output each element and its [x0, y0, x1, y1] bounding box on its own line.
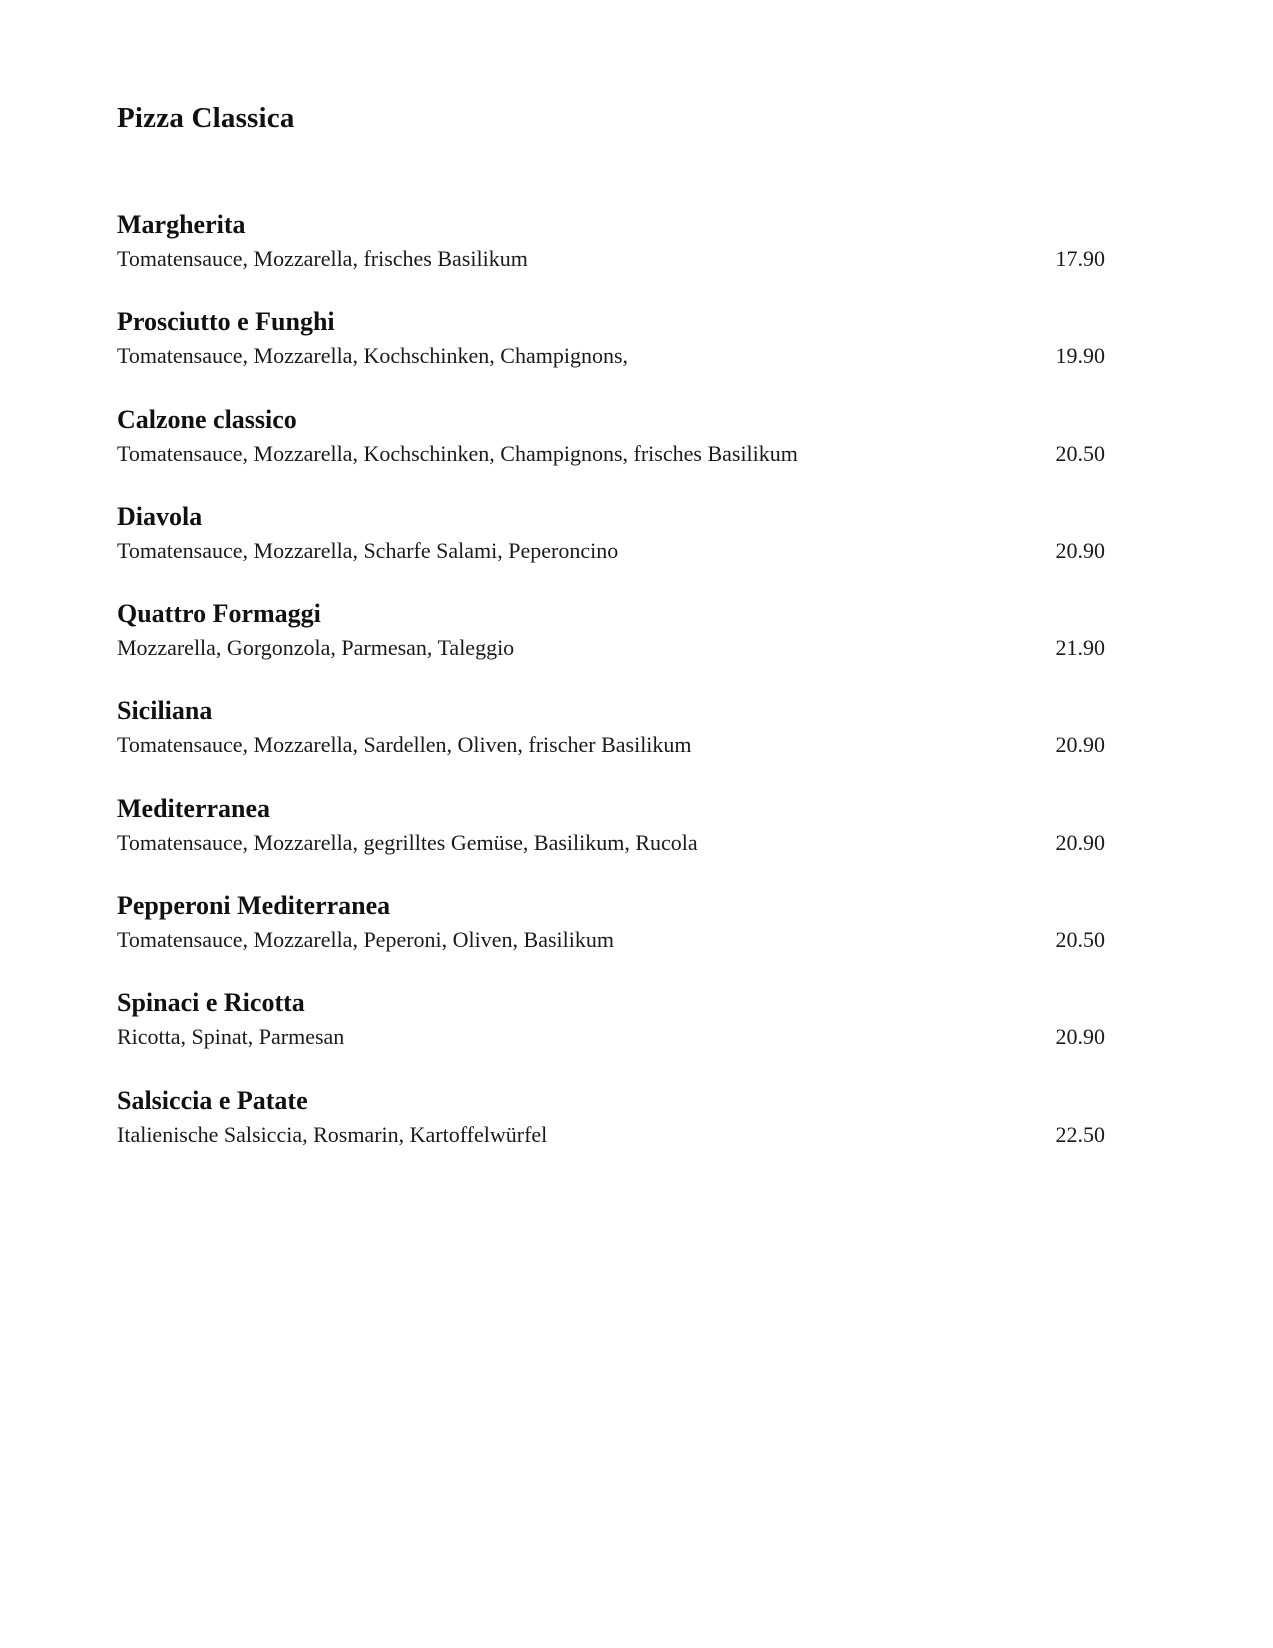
item-description: Tomatensauce, Mozzarella, gegrilltes Gemüse, Basilikum, Rucola	[117, 829, 698, 855]
item-description: Tomatensauce, Mozzarella, frisches Basilikum	[117, 246, 528, 271]
item-name: Spinaci e Ricotta	[117, 988, 305, 1018]
item-price: 20.90	[1055, 829, 1105, 855]
item-name: Siciliana	[117, 696, 213, 726]
item-description: Ricotta, Spinat, Parmesan	[117, 1024, 345, 1050]
item-name: Calzone classico	[117, 404, 297, 434]
item-price: 20.90	[1055, 537, 1105, 563]
item-description: Italienische Salsiccia, Rosmarin, Kartoffelwürfel	[117, 1121, 548, 1147]
item-name: Mediterranea	[117, 793, 271, 823]
item-name: Quattro Formaggi	[117, 599, 321, 629]
item-price: 20.90	[1055, 732, 1105, 758]
item-price: 22.50	[1055, 1121, 1105, 1147]
page-title: Pizza Classica	[117, 102, 295, 134]
item-description: Tomatensauce, Mozzarella, Kochschinken, Champignons, frisches Basilikum	[117, 440, 798, 466]
item-price: 20.50	[1055, 440, 1105, 466]
item-name: Prosciutto e Funghi	[117, 307, 335, 337]
menu-item	[117, 206, 1117, 303]
item-price: 20.90	[1055, 1024, 1105, 1050]
item-description: Tomatensauce, Mozzarella, Sardellen, Oliven, frischer Basilikum	[117, 732, 692, 758]
item-description: Tomatensauce, Mozzarella, Kochschinken, Champignons,	[117, 343, 629, 369]
item-price: 17.90	[1055, 246, 1105, 271]
menu-item	[117, 984, 1117, 1081]
item-price: 19.90	[1055, 343, 1105, 369]
menu-list	[117, 206, 1117, 1179]
menu-item	[117, 887, 1117, 984]
item-name: Salsiccia e Patate	[117, 1085, 308, 1115]
item-price: 20.50	[1055, 927, 1105, 953]
item-name: Diavola	[117, 501, 203, 531]
item-description: Tomatensauce, Mozzarella, Scharfe Salami, Peperoncino	[117, 537, 619, 563]
menu-item	[117, 790, 1117, 887]
item-description: Mozzarella, Gorgonzola, Parmesan, Taleggio	[117, 635, 515, 661]
item-description: Tomatensauce, Mozzarella, Peperoni, Oliven, Basilikum	[117, 927, 614, 953]
menu-item	[117, 401, 1117, 498]
menu-item	[117, 692, 1117, 789]
item-name: Pepperoni Mediterranea	[117, 891, 391, 921]
menu-item	[117, 595, 1117, 692]
item-name: Margherita	[117, 210, 246, 239]
item-price: 21.90	[1055, 635, 1105, 661]
menu-item	[117, 1082, 1117, 1179]
menu-item	[117, 303, 1117, 400]
menu-item	[117, 498, 1117, 595]
